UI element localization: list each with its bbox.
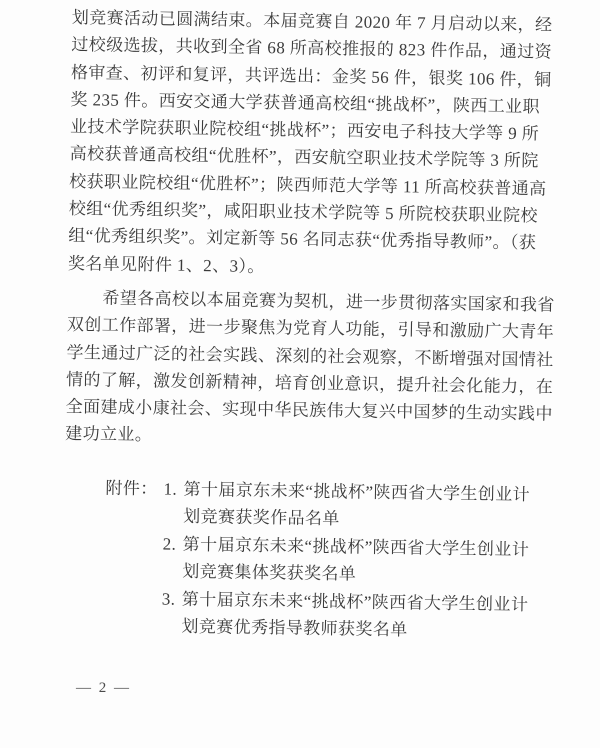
text-line: 双创工作部署，进一步聚焦为党育人功能，引导和激励广大青年 [66,315,555,342]
text-line: 组“优秀组织奖”。刘定新等 56 名同志获“优秀指导教师”。（获 [68,226,537,253]
attachment-item-line: 第十届京东未来“挑战杯”陕西省大学生创业计 [183,479,531,505]
attachment-item-line: 划竞赛优秀指导教师获奖名单 [181,617,408,640]
text-line: 校获职业院校组“优胜杯”；陕西师范大学等 11 所高校获普通高 [69,171,547,199]
text-line: 划竞赛活动已圆满结束。本届竞赛自 2020 年 7 月启动以来，经 [71,7,553,35]
page-number: — 2 — [76,680,131,696]
attachment-item-line: 第十届京东未来“挑战杯”陕西省大学生创业计 [181,589,529,614]
text-line: 业技术学院获职业院校组“挑战杯”；西安电子科技大学等 9 所 [69,117,540,144]
attachment-item-title [183,476,530,536]
attachment-item [163,475,530,536]
text-line: 希望各高校以本届竞赛为契机，进一步贯彻落实国家和我省 [102,288,555,315]
attachment-item-line: 第十届京东未来“挑战杯”陕西省大学生创业计 [182,534,530,559]
attachment-item-title [181,586,528,646]
attachment-item [162,530,529,591]
attachment-item-line: 划竞赛集体奖获奖名单 [182,562,357,584]
text-line: 建功立业。 [65,424,153,445]
paragraph-1 [67,4,553,284]
attachment-item-number: 3. [161,589,176,609]
text-line: 奖名单见附件 1、2、3）。 [67,253,265,276]
text-line: 学生通过广泛的社会实践、深刻的社会观察，不断增强对国情社 [66,342,554,370]
attachments-list [161,475,530,646]
text-line: 高校获普通高校组“优胜杯”，西安航空职业技术学院等 3 所院 [69,144,539,171]
text-line: 过校级选拔，共收到全省 68 所高校推报的 823 件作品，通过资 [71,35,553,62]
attachment-item-line: 划竞赛获奖作品名单 [183,507,340,529]
attachment-item-number: 2. [162,534,177,554]
text-line: 全面建成小康社会、实现中华民族伟大复兴中国梦的生动实践中 [65,397,553,424]
paragraph-2 [65,284,555,455]
attachment-item [161,585,528,646]
text-line: 格审查、初评和复评，共评选出：金奖 56 件，银奖 106 件，铜 [70,62,552,90]
text-line: 校组“优秀组织奖”，咸阳职业技术学院等 5 所院校获职业院校 [68,199,538,226]
attachment-item-number: 1. [163,479,178,499]
text-line: 奖 235 件。西安交通大学获普通高校组“挑战杯”，陕西工业职 [70,89,541,117]
attachments-label: 附件： [105,478,158,499]
document-body [62,4,555,646]
attachment-item-title [182,531,529,591]
text-line: 情的了解，激发创新精神，培育创业意识，提升社会化能力，在 [65,369,554,397]
attachments-section [103,474,531,646]
